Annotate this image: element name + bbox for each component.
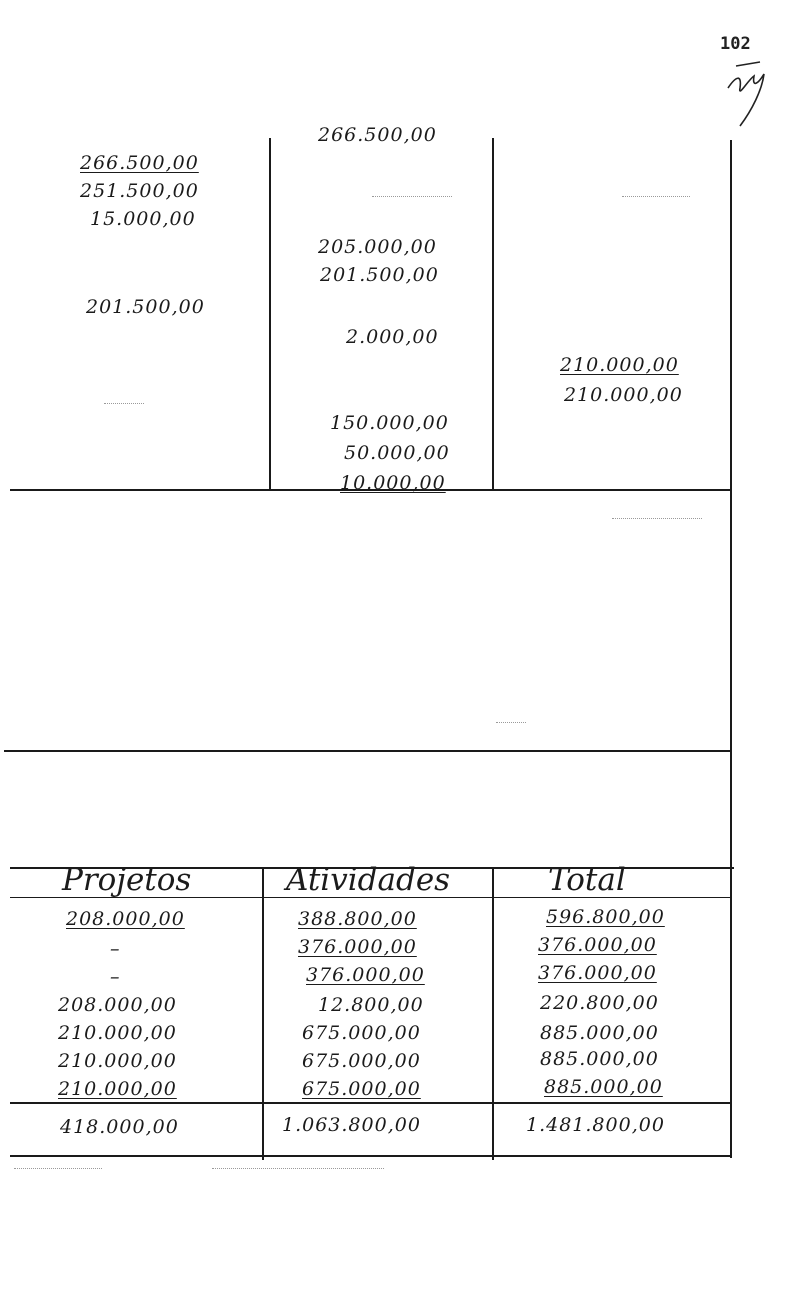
- total-projetos: 418.000,00: [60, 1116, 179, 1138]
- atividades-cell: 376.000,00: [306, 964, 425, 986]
- atividades-cell: 675.000,00: [302, 1022, 421, 1044]
- total-cell: 220.800,00: [540, 992, 659, 1014]
- dotted-mark: [372, 196, 452, 197]
- atividades-cell: 388.800,00: [298, 908, 417, 930]
- right-border-rule: [730, 140, 732, 1158]
- upper-col1-entry: 266.500,00: [80, 152, 199, 174]
- upper-col2-entry: 10.000,00: [340, 472, 446, 494]
- projetos-cell: 210.000,00: [58, 1050, 177, 1072]
- total-cell: 885.000,00: [540, 1048, 659, 1070]
- upper-column-rule-2: [492, 138, 494, 490]
- projetos-cell: 208.000,00: [58, 994, 177, 1016]
- dotted-mark: [104, 403, 144, 404]
- projetos-cell: –: [110, 938, 121, 960]
- atividades-cell: 675.000,00: [302, 1050, 421, 1072]
- total-geral: 1.481.800,00: [526, 1114, 665, 1136]
- upper-col1-entry: 15.000,00: [90, 208, 196, 230]
- summary-column-rule-1: [262, 868, 264, 1160]
- page-number: 102: [720, 34, 751, 54]
- total-atividades: 1.063.800,00: [282, 1114, 421, 1136]
- header-projetos: Projetos: [62, 862, 192, 898]
- projetos-cell: –: [110, 966, 121, 988]
- projetos-cell: 208.000,00: [66, 908, 185, 930]
- atividades-cell: 376.000,00: [298, 936, 417, 958]
- atividades-cell: 12.800,00: [318, 994, 424, 1016]
- rule-summary-totals-top: [10, 1102, 730, 1104]
- summary-column-rule-2: [492, 868, 494, 1160]
- upper-col1-entry: 201.500,00: [86, 296, 205, 318]
- dotted-mark: [212, 1168, 384, 1169]
- total-cell: 885.000,00: [540, 1022, 659, 1044]
- dotted-mark: [612, 518, 702, 519]
- header-total: Total: [548, 862, 626, 898]
- total-cell: 596.800,00: [546, 906, 665, 928]
- total-cell: 376.000,00: [538, 934, 657, 956]
- upper-column-rule-1: [269, 138, 271, 490]
- dotted-mark: [622, 196, 690, 197]
- initials-signature: [722, 58, 784, 128]
- upper-col3-entry: 210.000,00: [560, 354, 679, 376]
- upper-col2-entry: 2.000,00: [346, 326, 439, 348]
- header-atividades: Atividades: [286, 862, 451, 898]
- upper-col2-entry: 150.000,00: [330, 412, 449, 434]
- total-cell: 376.000,00: [538, 962, 657, 984]
- projetos-cell: 210.000,00: [58, 1078, 177, 1100]
- rule-middle-section: [4, 750, 730, 752]
- dotted-mark: [14, 1168, 102, 1169]
- rule-summary-bottom: [10, 1155, 732, 1157]
- atividades-cell: 675.000,00: [302, 1078, 421, 1100]
- upper-col3-entry: 210.000,00: [564, 384, 683, 406]
- upper-col2-entry: 205.000,00: [318, 236, 437, 258]
- dotted-mark: [496, 722, 526, 723]
- upper-col1-entry: 251.500,00: [80, 180, 199, 202]
- upper-col2-entry: 201.500,00: [320, 264, 439, 286]
- upper-col2-entry: 266.500,00: [318, 124, 437, 146]
- projetos-cell: 210.000,00: [58, 1022, 177, 1044]
- upper-col2-entry: 50.000,00: [344, 442, 450, 464]
- total-cell: 885.000,00: [544, 1076, 663, 1098]
